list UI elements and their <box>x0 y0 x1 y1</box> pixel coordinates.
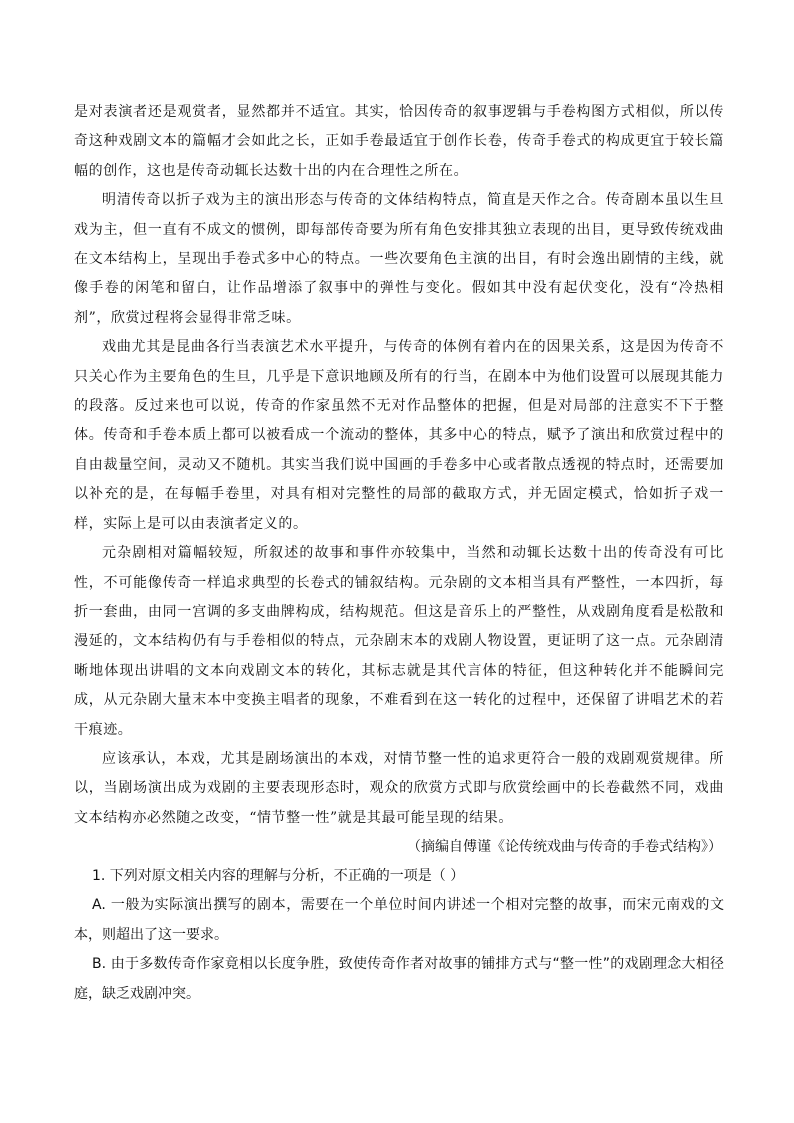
document-page <box>74 98 724 1009</box>
question-1-stem: 1. 下列对原文相关内容的理解与分析，不正确的一项是（ ） <box>92 868 465 885</box>
article-paragraph-1: 是对表演者还是观赏者，显然都并不适宜。其实，恰因传奇的叙事逻辑与手卷构图方式相似，所以传奇这种戏剧文本的篇幅才会如此之长，正如手卷最适宜于创作长卷，传奇手卷式的构成更宜于较长篇幅的创作，这也是传奇动辄长达数十出的内在合理性之所在。 <box>74 104 724 179</box>
article-paragraph-5: 应该承认，本戏，尤其是剧场演出的本戏，对情节整一性的追求更符合一般的戏剧观赏规律。所以，当剧场演出成为戏剧的主要表现形态时，观众的欣赏方式即与欣赏绘画中的长卷截然不同，戏曲文本结构亦必然随之改变，“情节整一性”就是其最可能呈现的结果。 <box>74 750 724 826</box>
article-paragraph-3: 戏曲尤其是昆曲各行当表演艺术水平提升，与传奇的体例有着内在的因果关系，这是因为传奇不只关心作为主要角色的生旦，几乎是下意识地顾及所有的行当，在剧本中为他们设置可以展现其能力的段落。反过来也可以说，传奇的作家虽然不无对作品整体的把握，但是对局部的注意实不下于整体。传奇和手卷本质上都可以被看成一个流动的整体，其多中心的特点，赋予了演出和欣赏过程中的自由裁量空间，灵动又不随机。其实当我们说中国画的手卷多中心或者散点透视的特点时，还需要加以补充的是，在每幅手卷里，对具有相对完整性的局部的截取方式，并无固定模式，恰如折子戏一样，实际上是可以由表演者定义的。 <box>74 339 724 532</box>
question-1-option-a: A. 一般为实际演出撰写的剧本，需要在一个单位时间内讲述一个相对完整的故事，而宋元南戏的文本，则超出了这一要求。 <box>74 897 724 943</box>
article-source: （摘编自傅谨《论传统戏曲与传奇的手卷式结构》） <box>407 839 722 856</box>
article-paragraph-4: 元杂剧相对篇幅较短，所叙述的故事和事件亦较集中，当然和动辄长达数十出的传奇没有可比性，不可能像传奇一样追求典型的长卷式的铺叙结构。元杂剧的文本相当具有严整性，一本四折，每折一套曲，由同一宫调的多支曲牌构成，结构规范。但这是音乐上的严整性，从戏剧角度看是松散和漫延的，文本结构仍有与手卷相似的特点，元杂剧末本的戏剧人物设置，更证明了这一点。元杂剧清晰地体现出讲唱的文本向戏剧文本的转化，其标志就是其代言体的特征，但这种转化并不能瞬间完成，从元杂剧大量末本中变换主唱者的现象，不难看到在这一转化的过程中，还保留了讲唱艺术的若干痕迹。 <box>74 545 724 738</box>
question-1-option-b: B. 由于多数传奇作家竟相以长度争胜，致使传奇作者对故事的铺排方式与“整一性”的戏剧理念大相径庭，缺乏戏剧冲突。 <box>74 956 724 1002</box>
article-paragraph-2: 明清传奇以折子戏为主的演出形态与传奇的文体结构特点，简直是天作之合。传奇剧本虽以生旦戏为主，但一直有不成文的惯例，即每部传奇要为所有角色安排其独立表现的出目，更导致传统戏曲在文本结构上，呈现出手卷式多中心的特点。一些次要角色主演的出目，有时会逸出剧情的主线，就像手卷的闲笔和留白，让作品增添了叙事中的弹性与变化。假如其中没有起伏变化，没有“冷热相剂”，欣赏过程将会显得非常乏味。 <box>74 192 724 326</box>
